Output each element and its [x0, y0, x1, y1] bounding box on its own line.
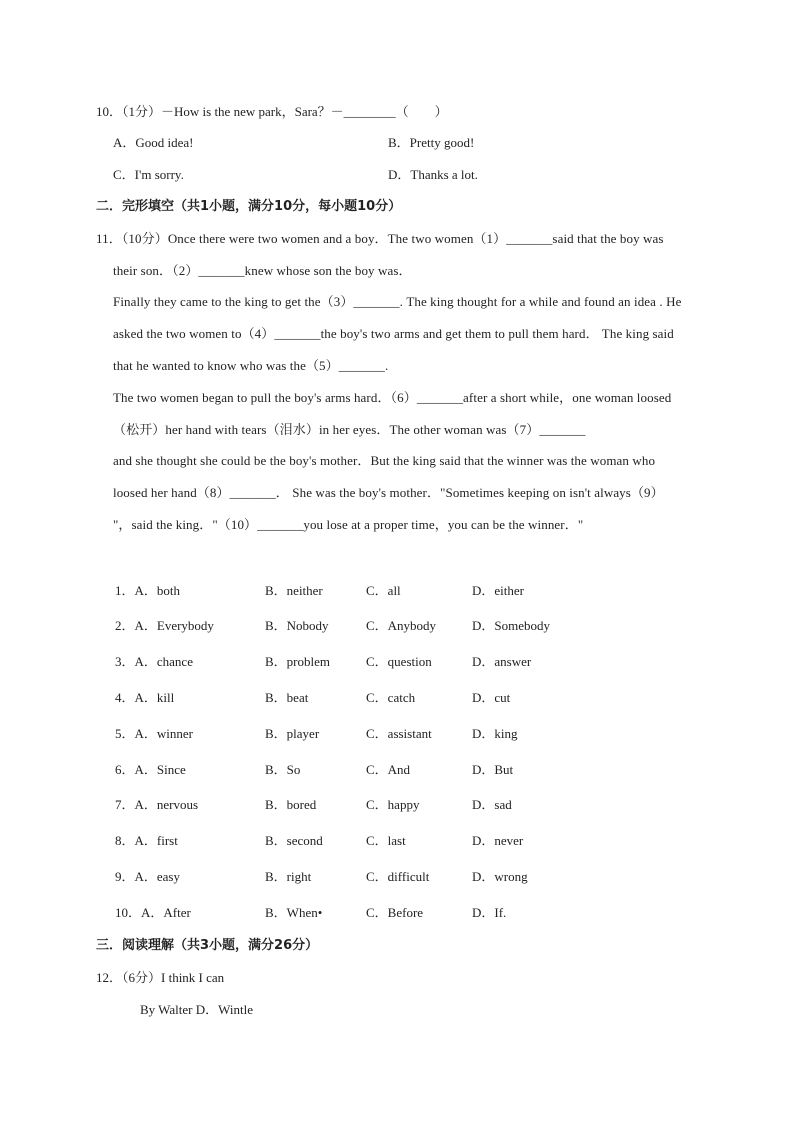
q11-line-5: that he wanted to know who was the（5）_______. — [113, 358, 389, 373]
q11-line-9: loosed her hand（8）_______． She was the boy's mother．"Sometimes keeping on isn't always（9） — [113, 485, 664, 500]
choice-5-a: 5．A．winner — [115, 726, 193, 741]
q10-stem: 10．（1分）－How is the new park，Sara？－________（ ） — [96, 104, 448, 119]
choice-10-a: 10．A．After — [115, 905, 191, 920]
section-2-heading: 二．完形填空（共1小题，满分10分，每小题10分） — [96, 199, 402, 214]
choice-3-a: 3．A．chance — [115, 654, 193, 669]
choice-3-b: B．problem — [265, 654, 330, 669]
q11-line-4: asked the two women to（4）_______the boy's two arms and get them to pull them hard． The king said — [113, 326, 674, 341]
q10-option-c: C．I'm sorry. — [113, 167, 184, 182]
choice-5-d: D．king — [472, 726, 518, 741]
choice-5-b: B．player — [265, 726, 320, 741]
choice-5-c: C．assistant — [366, 726, 432, 741]
choice-1-c: C．all — [366, 583, 401, 598]
choice-9-d: D．wrong — [472, 869, 528, 884]
choice-10-c: C．Before — [366, 905, 424, 920]
q12-author: By Walter D．Wintle — [140, 1002, 254, 1017]
q11-line-3: Finally they came to the king to get the（3）_______. The king thought for a while and found an idea . He — [113, 294, 682, 309]
choice-8-a: 8．A．first — [115, 833, 178, 848]
choice-10-d: D．If. — [472, 905, 507, 920]
choice-2-d: D．Somebody — [472, 618, 551, 633]
choice-1-a: 1．A．both — [115, 583, 181, 598]
choice-3-c: C．question — [366, 654, 432, 669]
q10-option-a: A．Good idea! — [113, 135, 194, 150]
choice-7-b: B．bored — [265, 797, 317, 812]
choice-1-d: D．either — [472, 583, 524, 598]
q11-line-8: and she thought she could be the boy's mother．But the king said that the winner was the woman who — [113, 453, 656, 468]
choice-9-b: B．right — [265, 869, 312, 884]
q11-line-7: （松开）her hand with tears（泪水）in her eyes．The other woman was（7）_______ — [113, 422, 586, 437]
choice-8-d: D．never — [472, 833, 524, 848]
choice-2-b: B．Nobody — [265, 618, 329, 633]
choice-2-c: C．Anybody — [366, 618, 437, 633]
choice-2-a: 2．A．Everybody — [115, 618, 214, 633]
choice-1-b: B．neither — [265, 583, 323, 598]
choice-8-b: B．second — [265, 833, 323, 848]
choice-4-b: B．beat — [265, 690, 309, 705]
q10-option-b: B．Pretty good! — [388, 135, 475, 150]
choice-9-c: C．difficult — [366, 869, 430, 884]
choice-6-a: 6．A．Since — [115, 762, 186, 777]
q11-line-6: The two women began to pull the boy's arms hard．（6）_______after a short while，one woman loosed — [113, 390, 672, 405]
choice-4-a: 4．A．kill — [115, 690, 175, 705]
choice-4-d: D．cut — [472, 690, 511, 705]
choice-7-c: C．happy — [366, 797, 420, 812]
choice-8-c: C．last — [366, 833, 406, 848]
q11-line-2: their son．（2）_______knew whose son the boy was． — [113, 263, 412, 278]
q10-option-d: D．Thanks a lot. — [388, 167, 478, 182]
choice-9-a: 9．A．easy — [115, 869, 180, 884]
choice-6-c: C．And — [366, 762, 411, 777]
choice-6-d: D．But — [472, 762, 514, 777]
choice-7-a: 7．A．nervous — [115, 797, 199, 812]
choice-6-b: B．So — [265, 762, 301, 777]
section-3-heading: 三．阅读理解（共3小题，满分26分） — [96, 938, 319, 953]
q12-stem: 12．（6分）I think I can — [96, 970, 225, 985]
q11-line-1: 11．（10分）Once there were two women and a boy．The two women（1）_______said that the boy was — [96, 231, 664, 246]
choice-3-d: D．answer — [472, 654, 532, 669]
q11-line-10: "，said the king．"（10）_______you lose at a proper time，you can be the winner．" — [113, 517, 584, 532]
choice-10-b: B．When• — [265, 905, 323, 920]
choice-7-d: D．sad — [472, 797, 512, 812]
choice-4-c: C．catch — [366, 690, 416, 705]
